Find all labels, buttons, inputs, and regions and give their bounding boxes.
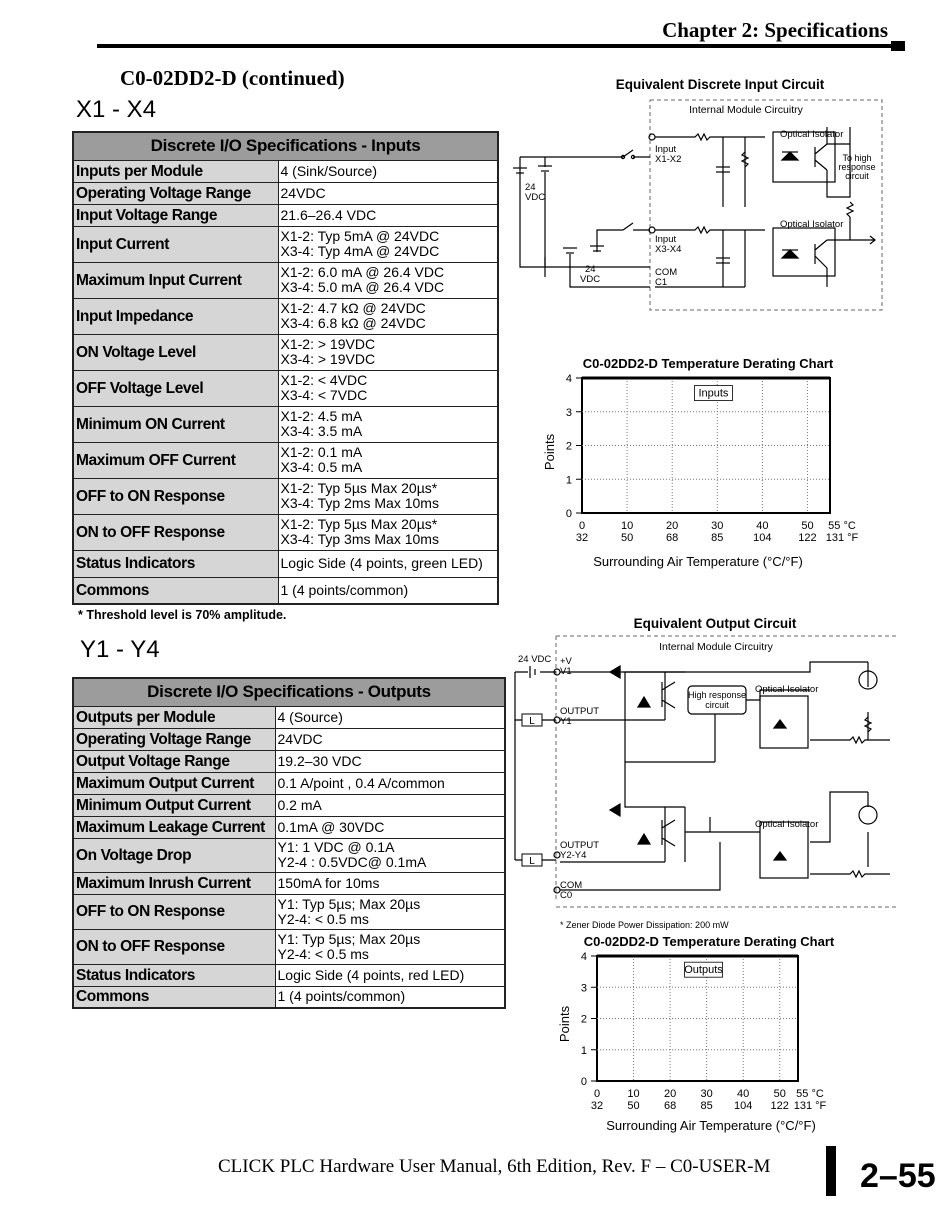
y-tick-label: 4 xyxy=(580,951,587,963)
x-tick-label-celsius: 40 xyxy=(756,520,769,532)
outputs-row xyxy=(73,816,505,838)
inputs-row xyxy=(73,478,498,514)
input-internal-label: Internal Module Circuitry xyxy=(689,104,803,116)
inputs-row xyxy=(73,226,498,262)
spec-value: 24VDC xyxy=(275,728,505,750)
x-tick-label-celsius: 20 xyxy=(666,520,679,532)
outputs-row xyxy=(73,986,505,1008)
x-tick-label-fahrenheit: 85 xyxy=(711,532,724,544)
inputs-row xyxy=(73,406,498,442)
x-tick-label-fahrenheit: 104 xyxy=(753,532,772,544)
x-tick-label-celsius: 20 xyxy=(663,1088,677,1100)
spec-value: Y1: 1 VDC @ 0.1A Y2-4 : 0.5VDC@ 0.1mA xyxy=(275,838,505,872)
x-tick-label-celsius: 0 xyxy=(593,1088,601,1100)
x-tick-label-celsius: 40 xyxy=(737,1088,750,1100)
series-legend-label: Inputs xyxy=(698,387,729,400)
spec-label: Maximum Input Current xyxy=(73,262,278,298)
output-vplus-label: +V V1 xyxy=(560,656,572,677)
spec-value: 24VDC xyxy=(278,182,498,204)
inputs-row xyxy=(73,182,498,204)
spec-label: Input Current xyxy=(73,226,278,262)
spec-label: ON Voltage Level xyxy=(73,334,278,370)
module-boundary xyxy=(556,636,898,907)
spec-value: 21.6–26.4 VDC xyxy=(278,204,498,226)
input-derating-chart xyxy=(530,352,870,572)
inputs-row xyxy=(73,298,498,334)
inputs-row xyxy=(73,550,498,577)
spec-value: X1-2: < 4VDC X3-4: < 7VDC xyxy=(278,370,498,406)
x-tick-label-celsius: 50 xyxy=(773,1088,786,1100)
x-tick-label-celsius: 55 °C xyxy=(828,520,856,532)
outputs-row xyxy=(73,750,505,772)
spec-label: Maximum Output Current xyxy=(73,772,275,794)
inputs-row xyxy=(73,160,498,182)
spec-value: Y1: Typ 5µs; Max 20µs Y2-4: < 0.5 ms xyxy=(275,894,505,929)
input-circuit-diagram xyxy=(505,72,895,322)
spec-label: Commons xyxy=(73,986,275,1008)
spec-label: OFF to ON Response xyxy=(73,478,278,514)
chart-xlabel: Surrounding Air Temperature (°C/°F) xyxy=(606,1118,816,1133)
inputs-row xyxy=(73,204,498,226)
x-tick-label-fahrenheit: 85 xyxy=(700,1100,713,1112)
y-tick-label: 1 xyxy=(580,1044,587,1057)
y-tick-label: 3 xyxy=(580,982,587,995)
inputs-section-label: X1 - X4 xyxy=(76,96,157,123)
output-circuit-title: Equivalent Output Circuit xyxy=(633,616,797,631)
input-x1-x2-label: Input X1-X2 xyxy=(655,144,682,165)
high-response-label: High response circuit xyxy=(687,690,747,710)
output-com-label: COM C0 xyxy=(560,880,583,901)
spec-label: Inputs per Module xyxy=(73,160,278,182)
outputs-row xyxy=(73,706,505,728)
load-1-label: L xyxy=(529,716,535,727)
input-isolator-2-label: Optical Isolator xyxy=(780,219,844,230)
x-tick-label-fahrenheit: 68 xyxy=(666,532,679,544)
output-y1-label: OUTPUT Y1 xyxy=(560,706,600,727)
x-tick-label-fahrenheit: 104 xyxy=(734,1100,753,1112)
x-tick-label-celsius: 30 xyxy=(700,1088,713,1100)
inputs-row xyxy=(73,262,498,298)
y-tick-label: 4 xyxy=(565,373,572,385)
chart-title: C0-02DD2-D Temperature Derating Chart xyxy=(582,356,834,371)
spec-value: X1-2: 0.1 mA X3-4: 0.5 mA xyxy=(278,442,498,478)
x-tick-label-celsius: 30 xyxy=(711,520,724,532)
chart-ylabel: Points xyxy=(542,433,557,471)
inputs-row xyxy=(73,370,498,406)
chart-xlabel: Surrounding Air Temperature (°C/°F) xyxy=(593,554,803,569)
x-tick-label-fahrenheit: 32 xyxy=(590,1100,604,1112)
chapter-title: Chapter 2: Specifications xyxy=(662,18,888,42)
input-x3-x4-label: Input X3-X4 xyxy=(655,234,682,255)
spec-label: On Voltage Drop xyxy=(73,838,275,872)
spec-label: Maximum OFF Current xyxy=(73,442,278,478)
spec-value: X1-2: Typ 5µs Max 20µs* X3-4: Typ 3ms Max 10ms xyxy=(278,514,498,550)
output-derating-chart xyxy=(545,932,885,1137)
spec-label: Commons xyxy=(73,577,278,604)
input-isolator-1-label: Optical Isolator xyxy=(780,129,844,140)
threshold-footnote: * Threshold level is 70% amplitude. xyxy=(78,608,287,622)
output-internal-label: Internal Module Circuitry xyxy=(659,641,773,653)
spec-value: 1 (4 points/common) xyxy=(278,577,498,604)
spec-label: Output Voltage Range xyxy=(73,750,275,772)
page-title: C0-02DD2-D (continued) xyxy=(120,66,345,90)
x-tick-label-fahrenheit: 122 xyxy=(798,532,817,544)
page-number: 2–55 xyxy=(860,1157,936,1195)
zener-note: * Zener Diode Power Dissipation: 200 mW xyxy=(560,920,729,930)
inputs-row xyxy=(73,442,498,478)
outputs-row xyxy=(73,872,505,894)
outputs-spec-table xyxy=(72,677,506,1009)
spec-value: X1-2: 4.7 kΩ @ 24VDC X3-4: 6.8 kΩ @ 24VDC xyxy=(278,298,498,334)
spec-value: 0.1 A/point , 0.4 A/common xyxy=(275,772,505,794)
input-circuit-title: Equivalent Discrete Input Circuit xyxy=(615,77,825,92)
input-supply-1-label: 24 VDC xyxy=(525,182,546,203)
spec-label: Status Indicators xyxy=(73,964,275,986)
y-tick-label: 0 xyxy=(565,508,572,520)
x-tick-label-fahrenheit: 131 °F xyxy=(825,532,859,544)
input-com-label: COM C1 xyxy=(655,267,678,288)
spec-value: 1 (4 points/common) xyxy=(275,986,505,1008)
header-rule xyxy=(97,44,895,48)
spec-value: 0.1mA @ 30VDC xyxy=(275,816,505,838)
x-tick-label-celsius: 10 xyxy=(627,1088,640,1100)
outputs-row xyxy=(73,838,505,872)
x-tick-label-fahrenheit: 50 xyxy=(620,532,634,544)
spec-value: Y1: Typ 5µs; Max 20µs Y2-4: < 0.5 ms xyxy=(275,929,505,964)
spec-label: Minimum Output Current xyxy=(73,794,275,816)
x-tick-label-celsius: 10 xyxy=(620,520,634,532)
spec-label: Minimum ON Current xyxy=(73,406,278,442)
x-tick-label-celsius: 50 xyxy=(801,520,814,532)
spec-label: ON to OFF Response xyxy=(73,929,275,964)
output-isolator-1-label: Optical Isolator xyxy=(755,684,819,695)
outputs-table-title: Discrete I/O Specifications - Outputs xyxy=(73,678,505,706)
spec-label: Operating Voltage Range xyxy=(73,182,278,204)
x-tick-label-fahrenheit: 68 xyxy=(663,1100,677,1112)
series-legend-label: Outputs xyxy=(684,964,723,977)
x-tick-label-fahrenheit: 122 xyxy=(770,1100,789,1112)
outputs-row xyxy=(73,728,505,750)
spec-label: Input Impedance xyxy=(73,298,278,334)
x-tick-label-celsius: 55 °C xyxy=(796,1088,824,1100)
footer-manual-title: CLICK PLC Hardware User Manual, 6th Edition, Rev. F – C0-USER-M xyxy=(218,1156,771,1177)
spec-label: Operating Voltage Range xyxy=(73,728,275,750)
y-tick-label: 3 xyxy=(565,406,572,419)
spec-value: X1-2: Typ 5mA @ 24VDC X3-4: Typ 4mA @ 24VDC xyxy=(278,226,498,262)
x-tick-label-fahrenheit: 50 xyxy=(627,1100,640,1112)
spec-label: Status Indicators xyxy=(73,550,278,577)
spec-value: X1-2: 6.0 mA @ 26.4 VDC X3-4: 5.0 mA @ 26.4 VDC xyxy=(278,262,498,298)
module-boundary xyxy=(650,100,882,310)
spec-value: Logic Side (4 points, green LED) xyxy=(278,550,498,577)
outputs-section-label: Y1 - Y4 xyxy=(80,636,160,663)
spec-label: ON to OFF Response xyxy=(73,514,278,550)
inputs-row xyxy=(73,577,498,604)
output-y2-y4-label: OUTPUT Y2-Y4 xyxy=(560,840,600,861)
header-square xyxy=(891,41,905,51)
y-tick-label: 2 xyxy=(580,1013,587,1026)
inputs-row xyxy=(73,334,498,370)
output-isolator-2-label: Optical Isolator xyxy=(755,819,819,830)
chart-ylabel: Points xyxy=(557,1005,572,1043)
output-supply-label: 24 VDC xyxy=(518,654,552,665)
footer-bar xyxy=(826,1146,836,1196)
spec-value: 4 (Source) xyxy=(275,706,505,728)
inputs-row xyxy=(73,514,498,550)
input-supply-2-label: 24 VDC xyxy=(580,264,601,285)
load-2-label: L xyxy=(529,856,535,867)
y-tick-label: 2 xyxy=(565,440,572,453)
spec-value: 4 (Sink/Source) xyxy=(278,160,498,182)
spec-label: Outputs per Module xyxy=(73,706,275,728)
spec-value: X1-2: 4.5 mA X3-4: 3.5 mA xyxy=(278,406,498,442)
to-high-response-label: To high response circuit xyxy=(838,153,876,181)
spec-value: 150mA for 10ms xyxy=(275,872,505,894)
chart-title: C0-02DD2-D Temperature Derating Chart xyxy=(583,934,835,949)
spec-label: OFF Voltage Level xyxy=(73,370,278,406)
x-tick-label-fahrenheit: 32 xyxy=(575,532,589,544)
spec-label: OFF to ON Response xyxy=(73,894,275,929)
outputs-row xyxy=(73,794,505,816)
spec-value: X1-2: Typ 5µs Max 20µs* X3-4: Typ 2ms Max 10ms xyxy=(278,478,498,514)
spec-value: 19.2–30 VDC xyxy=(275,750,505,772)
inputs-table-title: Discrete I/O Specifications - Inputs xyxy=(73,132,498,160)
inputs-spec-table xyxy=(72,131,499,605)
spec-label: Maximum Leakage Current xyxy=(73,816,275,838)
outputs-row xyxy=(73,772,505,794)
y-tick-label: 0 xyxy=(580,1076,587,1088)
spec-value: 0.2 mA xyxy=(275,794,505,816)
outputs-row xyxy=(73,964,505,986)
y-tick-label: 1 xyxy=(565,474,572,487)
spec-label: Input Voltage Range xyxy=(73,204,278,226)
output-circuit-diagram xyxy=(510,612,900,932)
spec-value: X1-2: > 19VDC X3-4: > 19VDC xyxy=(278,334,498,370)
outputs-row xyxy=(73,894,505,929)
spec-label: Maximum Inrush Current xyxy=(73,872,275,894)
spec-value: Logic Side (4 points, red LED) xyxy=(275,964,505,986)
outputs-row xyxy=(73,929,505,964)
x-tick-label-fahrenheit: 131 °F xyxy=(793,1100,827,1112)
x-tick-label-celsius: 0 xyxy=(578,520,586,532)
